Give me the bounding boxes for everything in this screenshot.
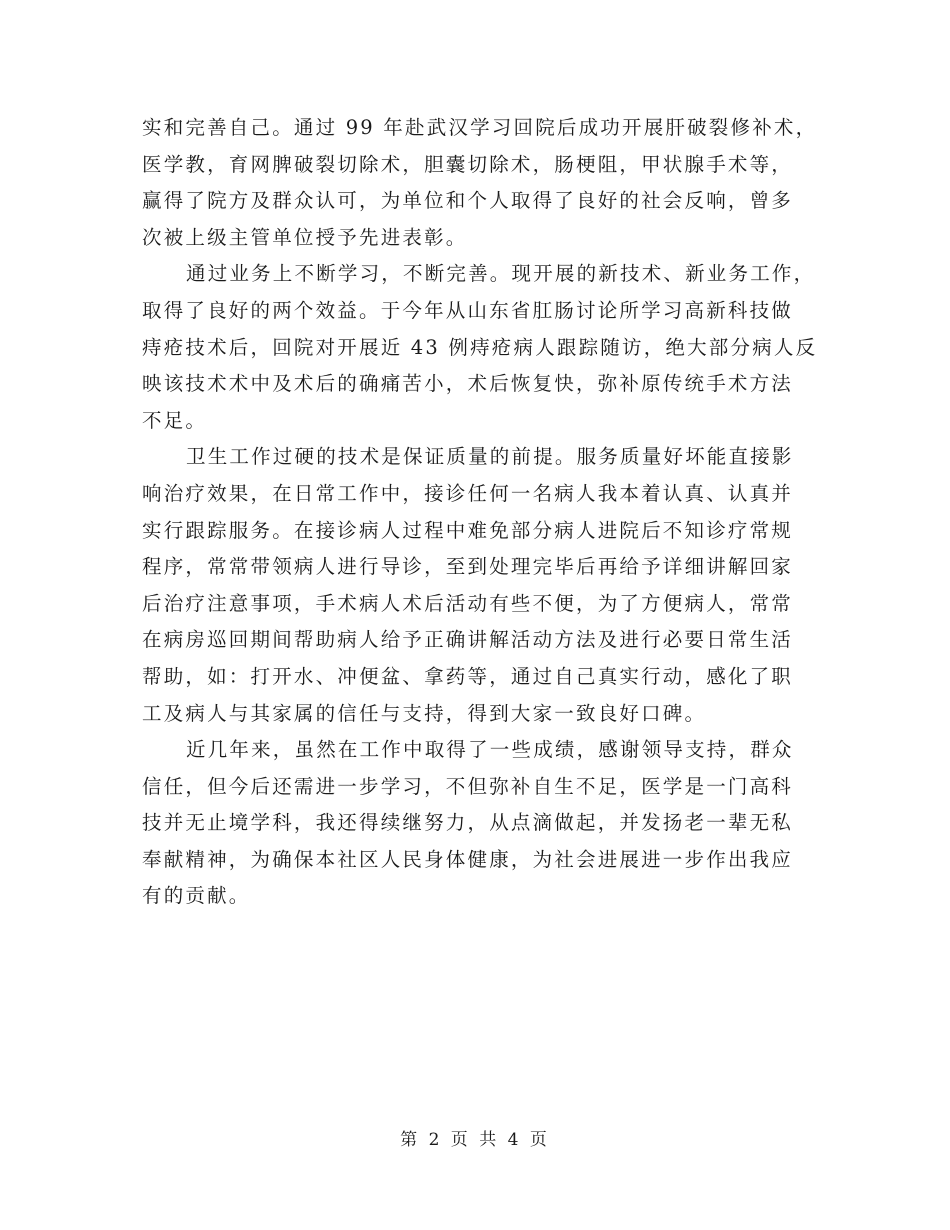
document-body [142, 110, 822, 915]
text-line: 奉献精神，为确保本社区人民身体健康，为社会进展进一步作出我应 [142, 847, 794, 871]
text-line: 不足。 [142, 408, 208, 432]
text-line: 技并无止境学科，我还得续继努力，从点滴做起，并发扬老一辈无私 [142, 811, 794, 835]
paragraph-4 [142, 732, 822, 915]
text-line: 帮助，如：打开水、冲便盆、拿药等，通过自己真实行动，感化了职 [142, 664, 794, 688]
paragraph-1 [142, 110, 822, 256]
text-line: 程序，常常带领病人进行导诊，至到处理完毕后再给予详细讲解回家 [142, 555, 794, 579]
text-line: 信任，但今后还需进一步学习，不但弥补自生不足，医学是一门高科 [142, 774, 794, 798]
page-number-footer: 第 2 页 共 4 页 [400, 1130, 550, 1150]
text-line: 痔疮技术后，回院对开展近 43 例痔疮病人跟踪随访，绝大部分病人反 [142, 335, 818, 359]
text-line: 有的贡献。 [142, 884, 251, 908]
text-line: 赢得了院方及群众认可，为单位和个人取得了良好的社会反响，曾多 [142, 189, 794, 213]
text-line: 映该技术术中及术后的确痛苦小，术后恢复快，弥补原传统手术方法 [142, 372, 794, 396]
text-line: 通过业务上不断学习，不断完善。现开展的新技术、新业务工作， [186, 262, 816, 286]
text-line: 响治疗效果，在日常工作中，接诊任何一名病人我本着认真、认真并 [142, 481, 794, 505]
text-line: 在病房巡回期间帮助病人给予正确讲解活动方法及进行必要日常生活 [142, 628, 794, 652]
text-line: 取得了良好的两个效益。于今年从山东省肛肠讨论所学习高新科技做 [142, 298, 794, 322]
text-line: 医学教，育网脾破裂切除术，胆囊切除术，肠梗阻，甲状腺手术等， [142, 152, 794, 176]
paragraph-3 [142, 439, 822, 732]
text-line: 实和完善自己。通过 99 年赴武汉学习回院后成功开展肝破裂修补术， [142, 116, 818, 139]
text-line: 实行跟踪服务。在接诊病人过程中难免部分病人进院后不知诊疗常规 [142, 518, 794, 542]
text-line: 次被上级主管单位授予先进表彰。 [142, 225, 468, 249]
paragraph-2 [142, 256, 822, 439]
text-line: 卫生工作过硬的技术是保证质量的前提。服务质量好坏能直接影 [186, 445, 794, 469]
text-line: 后治疗注意事项，手术病人术后活动有些不便，为了方便病人，常常 [142, 591, 794, 615]
text-line: 近几年来，虽然在工作中取得了一些成绩，感谢领导支持，群众 [186, 738, 794, 762]
text-line: 工及病人与其家属的信任与支持，得到大家一致良好口碑。 [142, 701, 707, 725]
